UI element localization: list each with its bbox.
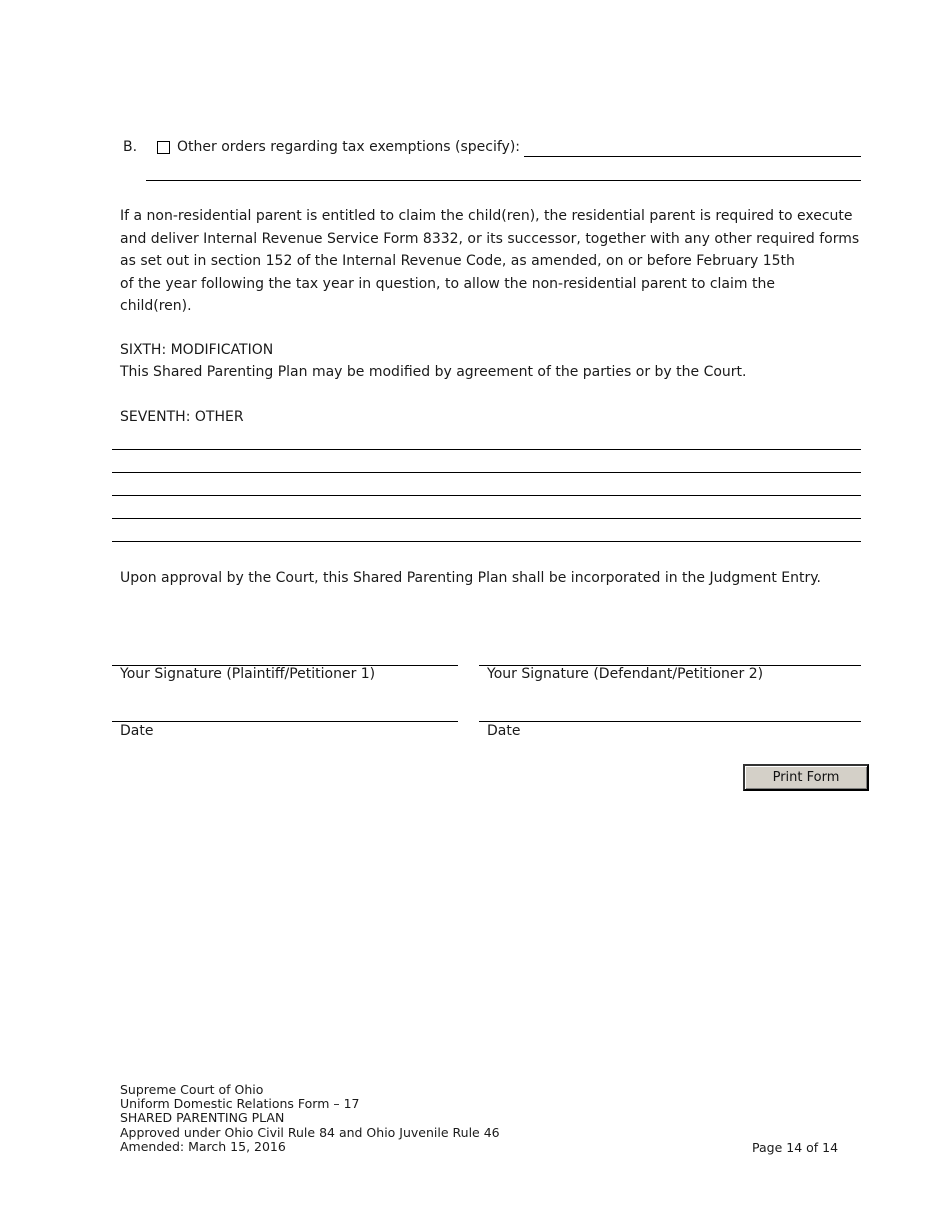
tax-paragraph-line: and deliver Internal Revenue Service Form 8332, or its successor, together with any other required forms bbox=[120, 230, 860, 247]
sixth-heading: SIXTH: MODIFICATION bbox=[120, 342, 274, 358]
other-field-line-2[interactable] bbox=[112, 472, 861, 473]
plaintiff-date-field[interactable] bbox=[112, 721, 458, 722]
other-field-line-3[interactable] bbox=[112, 495, 861, 496]
tax-paragraph-line: child(ren). bbox=[120, 298, 192, 314]
form-footer bbox=[120, 1083, 500, 1154]
other-field-line-1[interactable] bbox=[112, 449, 861, 450]
footer-form-title: SHARED PARENTING PLAN bbox=[120, 1110, 285, 1126]
seventh-heading: SEVENTH: OTHER bbox=[120, 409, 244, 425]
defendant-signature-label: Your Signature (Defendant/Petitioner 2) bbox=[487, 666, 764, 682]
tax-exemption-checkbox[interactable] bbox=[157, 141, 170, 154]
footer-form-number: Uniform Domestic Relations Form – 17 bbox=[120, 1096, 360, 1112]
tax-exemption-specify-field-1[interactable] bbox=[524, 156, 861, 157]
page-number: Page 14 of 14 bbox=[752, 1140, 839, 1155]
tax-paragraph bbox=[120, 205, 859, 318]
defendant-date-label: Date bbox=[487, 723, 521, 739]
print-form-button[interactable]: Print Form bbox=[743, 764, 869, 791]
tax-paragraph-line: of the year following the tax year in question, to allow the non-residential parent to claim the bbox=[120, 275, 775, 292]
tax-exemption-specify-field-2[interactable] bbox=[146, 180, 861, 181]
sixth-text: This Shared Parenting Plan may be modified by agreement of the parties or by the Court. bbox=[120, 364, 747, 380]
tax-paragraph-line: as set out in section 152 of the Internal Revenue Code, as amended, on or before February 15th bbox=[120, 253, 795, 269]
footer-court: Supreme Court of Ohio bbox=[120, 1082, 264, 1097]
plaintiff-signature-label: Your Signature (Plaintiff/Petitioner 1) bbox=[120, 666, 376, 682]
tax-paragraph-line: If a non-residential parent is entitled to claim the child(ren), the residential parent is required to execute bbox=[120, 208, 853, 224]
footer-amended: Amended: March 15, 2016 bbox=[120, 1138, 286, 1154]
approval-text: Upon approval by the Court, this Shared Parenting Plan shall be incorporated in the Judgment Entry. bbox=[120, 570, 821, 586]
plaintiff-date-label: Date bbox=[120, 723, 154, 739]
defendant-date-field[interactable] bbox=[479, 721, 861, 722]
section-b-letter: B. bbox=[123, 139, 138, 155]
other-field-line-5[interactable] bbox=[112, 541, 861, 542]
other-field-line-4[interactable] bbox=[112, 518, 861, 519]
section-b-label: Other orders regarding tax exemptions (specify): bbox=[177, 139, 521, 155]
footer-approval: Approved under Ohio Civil Rule 84 and Ohio Juvenile Rule 46 bbox=[120, 1124, 500, 1140]
